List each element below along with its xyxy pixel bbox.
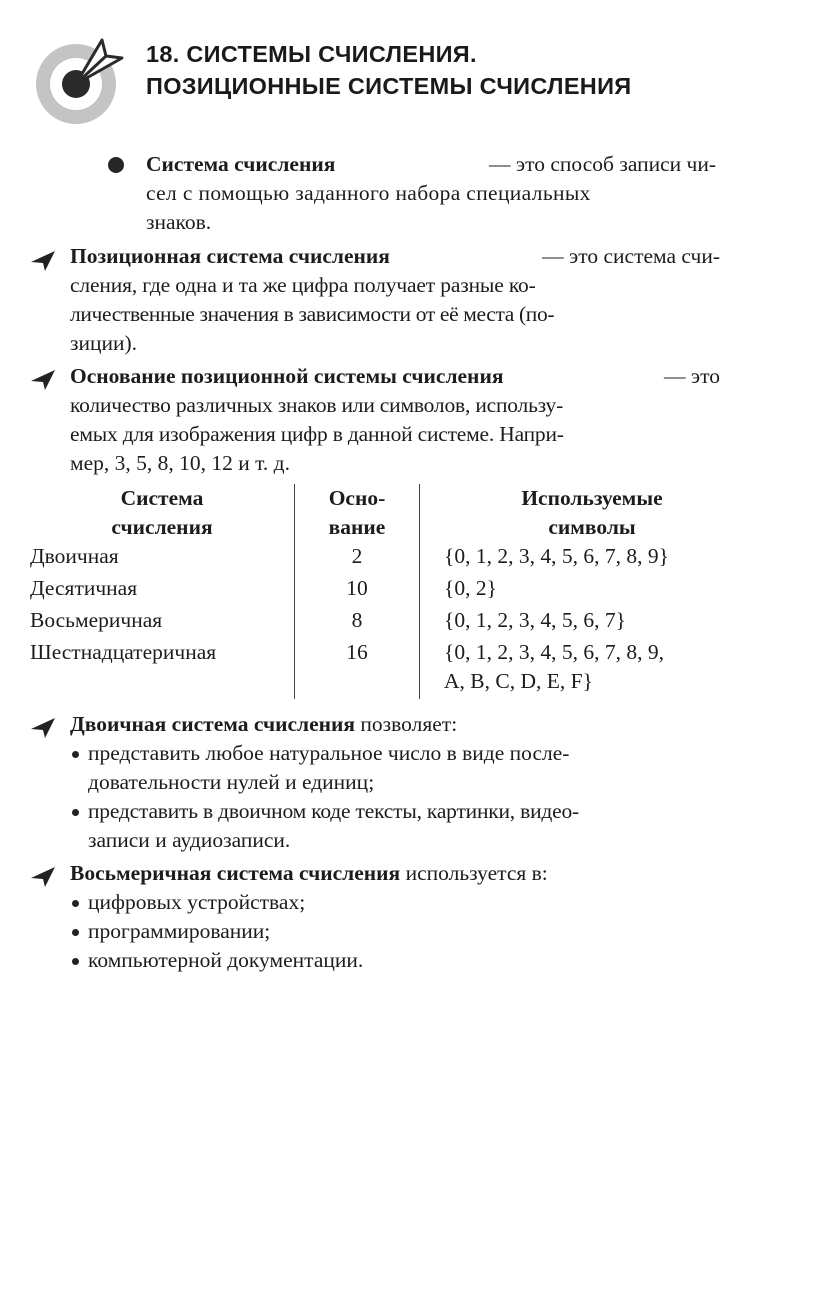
text-line: зиции).	[70, 331, 138, 355]
text-line: сел с помощью заданного набора специальных	[146, 181, 591, 205]
target-arrow-icon	[28, 34, 124, 126]
term: Двоичная система счисления	[70, 712, 356, 736]
list-item: компьютерной документации.	[70, 946, 720, 975]
section-title-line2: ПОЗИЦИОННЫЕ СИСТЕМЫ СЧИСЛЕНИЯ	[146, 73, 632, 99]
term: Система счисления	[146, 152, 336, 176]
list-item: представить любое натуральное число в виде после- довательности нулей и единиц;	[70, 739, 720, 797]
text-line: сления, где одна и та же цифра получает разные ко-	[70, 273, 536, 297]
header-symbols: Используемые символы	[521, 486, 663, 539]
header-system: Система счисления	[111, 486, 213, 539]
list-item: представить в двоичном коде тексты, картинки, видео- записи и аудиозаписи.	[70, 797, 720, 855]
table-header-row	[30, 484, 740, 542]
cell-symbols: {0, 1, 2, 3, 4, 5, 6, 7}	[444, 608, 626, 632]
pointer-arrow-icon	[30, 250, 56, 272]
term: Позиционная система счисления	[70, 244, 390, 268]
text-line: емых для изображения цифр в данной системе. Напри-	[70, 422, 564, 446]
cell-base: 10	[295, 574, 420, 606]
table-row	[30, 542, 740, 574]
term: Восьмеричная система счисления	[70, 861, 401, 885]
pointer-arrow-icon	[30, 717, 56, 739]
text-line: — это способ записи чи-	[489, 152, 716, 176]
text-line: — это система счи-	[542, 244, 720, 268]
cell-symbols: {0, 1, 2, 3, 4, 5, 6, 7, 8, 9, A, B, C, D, E, F}	[444, 640, 664, 693]
definition-number-system	[146, 150, 716, 237]
list-item: программировании;	[70, 917, 720, 946]
octal-system-usage	[70, 859, 720, 888]
section-title-line1: 18. СИСТЕМЫ СЧИСЛЕНИЯ.	[146, 41, 477, 67]
term: Основание позиционной системы счисления	[70, 364, 504, 388]
header-base: Осно- вание	[295, 484, 420, 542]
cell-system: Шестнадцатеричная	[30, 640, 217, 664]
text-line: — это	[664, 364, 720, 388]
text-line: позволяет:	[355, 712, 458, 736]
cell-base: 2	[295, 542, 420, 574]
text-line: используется в:	[400, 861, 548, 885]
text-line: личественные значения в зависимости от её места (по-	[70, 302, 555, 326]
definition-positional-system	[70, 242, 720, 358]
table-row	[30, 574, 740, 606]
cell-base: 8	[295, 606, 420, 638]
cell-system: Двоичная	[30, 544, 119, 568]
table-row	[30, 638, 740, 699]
bullet-dot-icon	[108, 157, 124, 173]
cell-symbols: {0, 1, 2, 3, 4, 5, 6, 7, 8, 9}	[444, 544, 669, 568]
text-line: мер, 3, 5, 8, 10, 12 и т. д.	[70, 451, 290, 475]
definition-base	[70, 362, 720, 478]
text-line: знаков.	[146, 210, 212, 234]
cell-symbols: {0, 2}	[444, 576, 497, 600]
pointer-arrow-icon	[30, 866, 56, 888]
list-item: цифровых устройствах;	[70, 888, 720, 917]
pointer-arrow-icon	[30, 369, 56, 391]
cell-system: Восьмеричная	[30, 608, 163, 632]
table-row	[30, 606, 740, 638]
section-title	[146, 38, 631, 102]
cell-system: Десятичная	[30, 576, 138, 600]
number-systems-table	[30, 484, 740, 699]
cell-base: 16	[295, 638, 420, 699]
text-line: количество различных знаков или символов, использу-	[70, 393, 564, 417]
binary-system-usage	[70, 710, 720, 739]
